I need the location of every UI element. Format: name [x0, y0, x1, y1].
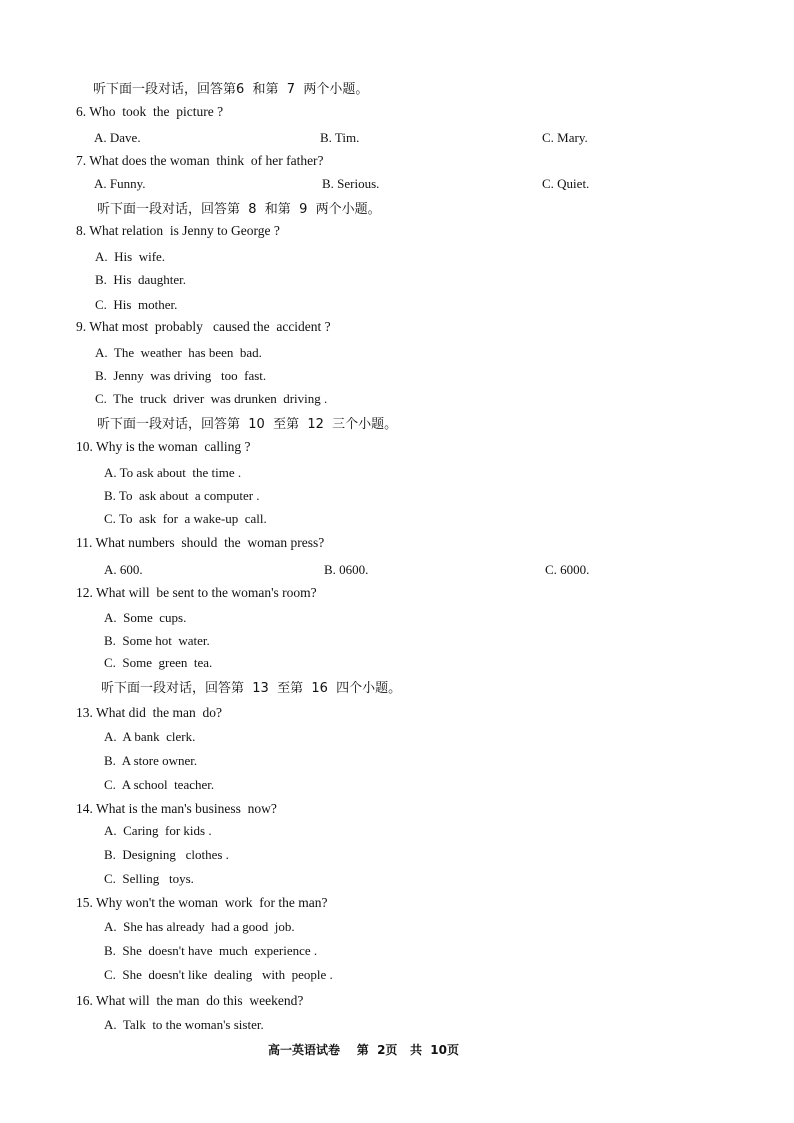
question-stem: 11. What numbers should the woman press? — [76, 535, 325, 550]
option-a: A. To ask about the time . — [104, 465, 242, 480]
option-a: A. The weather has been bad. — [95, 345, 262, 360]
page-footer: 高一英语试卷 第 2页 共 10页 — [268, 1043, 460, 1057]
option-c: C. She doesn't like dealing with people . — [104, 967, 333, 982]
option-b: B. His daughter. — [95, 272, 186, 287]
option-a: A. His wife. — [95, 249, 166, 264]
section-instruction: 听下面一段对话，回答第 13 至第 16 四个小题。 — [101, 681, 402, 696]
option-c: C. Quiet. — [542, 176, 590, 191]
option-a: A. A bank clerk. — [104, 729, 196, 744]
question-stem: 10. Why is the woman calling ? — [76, 439, 251, 454]
option-c: C. His mother. — [95, 297, 178, 312]
question-stem: 14. What is the man's business now? — [76, 801, 277, 816]
option-a: A. 600. — [104, 562, 143, 577]
section-instruction: 听下面一段对话，回答第6 和第 7 两个小题。 — [93, 82, 369, 97]
question-stem: 12. What will be sent to the woman's room? — [76, 585, 317, 600]
option-a: A. Talk to the woman's sister. — [104, 1017, 264, 1032]
option-c: C. A school teacher. — [104, 777, 215, 792]
option-c: C. To ask for a wake-up call. — [104, 511, 267, 526]
question-stem: 9. What most probably caused the accident ? — [76, 319, 331, 334]
option-a: A. Funny. — [94, 176, 146, 191]
question-stem: 8. What relation is Jenny to George ? — [76, 223, 280, 238]
question-stem: 13. What did the man do? — [76, 705, 222, 720]
option-b: B. A store owner. — [104, 753, 198, 768]
option-b: B. Tim. — [320, 130, 360, 145]
option-b: B. She doesn't have much experience . — [104, 943, 318, 958]
option-b: B. To ask about a computer . — [104, 488, 260, 503]
option-c: C. Some green tea. — [104, 655, 213, 670]
option-a: A. Dave. — [94, 130, 141, 145]
option-b: B. 0600. — [324, 562, 369, 577]
option-a: A. She has already had a good job. — [104, 919, 295, 934]
question-stem: 7. What does the woman think of her father? — [76, 153, 324, 168]
question-stem: 16. What will the man do this weekend? — [76, 993, 304, 1008]
option-b: B. Jenny was driving too fast. — [95, 368, 267, 383]
option-c: C. 6000. — [545, 562, 590, 577]
section-instruction: 听下面一段对话，回答第 8 和第 9 两个小题。 — [97, 202, 381, 217]
option-b: B. Serious. — [322, 176, 380, 191]
question-stem: 15. Why won't the woman work for the man? — [76, 895, 328, 910]
option-b: B. Designing clothes . — [104, 847, 229, 862]
option-b: B. Some hot water. — [104, 633, 210, 648]
option-c: C. Selling toys. — [104, 871, 194, 886]
option-a: A. Some cups. — [104, 610, 187, 625]
question-stem: 6. Who took the picture ? — [76, 104, 224, 119]
option-c: C. Mary. — [542, 130, 588, 145]
option-a: A. Caring for kids . — [104, 823, 212, 838]
section-instruction: 听下面一段对话，回答第 10 至第 12 三个小题。 — [97, 417, 398, 432]
option-c: C. The truck driver was drunken driving . — [95, 391, 328, 406]
